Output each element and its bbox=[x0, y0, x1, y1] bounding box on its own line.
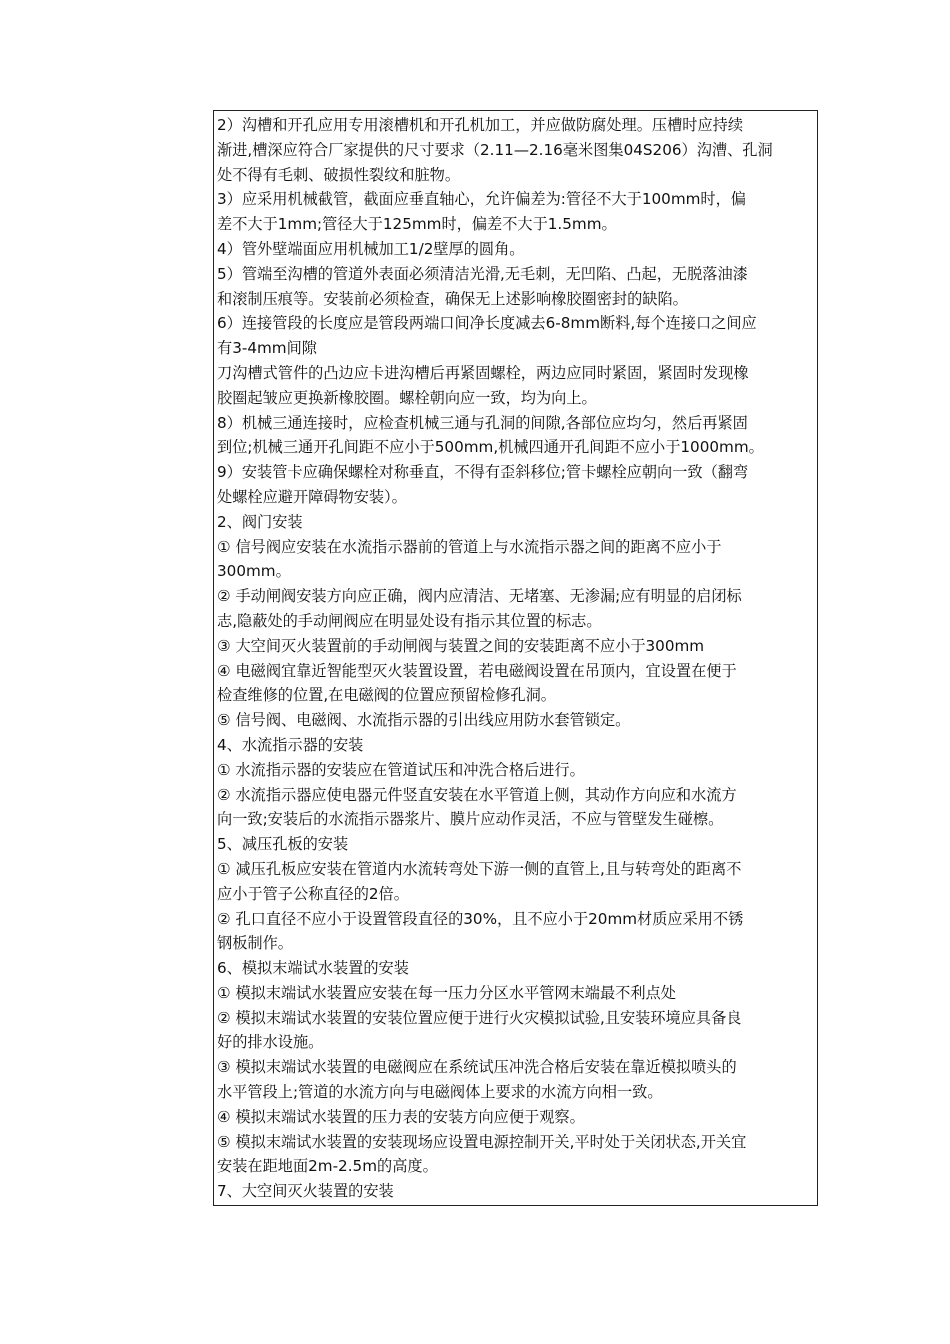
text-line: ④ 电磁阀宜靠近智能型灭火装置设置，若电磁阀设置在吊顶内，宜设置在便于 bbox=[217, 661, 737, 680]
text-line: 4、水流指示器的安装 bbox=[217, 735, 364, 754]
text-line: 2）沟槽和开孔应用专用滚槽机和开孔机加工，并应做防腐处理。压槽时应持续 bbox=[217, 116, 744, 134]
text-line: 钢板制作。 bbox=[217, 934, 293, 953]
text-line: ② 手动闸阀安装方向应正确，阀内应清洁、无堵塞、无渗漏;应有明显的启闭标 bbox=[217, 587, 742, 606]
text-line: ① 信号阀应安装在水流指示器前的管道上与水流指示器之间的距离不应小于 bbox=[217, 537, 722, 556]
text-line: ② 模拟末端试水装置的安装位置应便于进行火灾模拟试验,且安装环境应具备良 bbox=[217, 1008, 742, 1027]
text-line: ③ 模拟末端试水装置的电磁阀应在系统试压冲洗合格后安装在靠近模拟喷头的 bbox=[217, 1058, 737, 1077]
text-line: 8）机械三通连接时，应检查机械三通与孔洞的间隙,各部位应均匀，然后再紧固 bbox=[217, 413, 748, 432]
text-line: ⑤ 信号阀、电磁阀、水流指示器的引出线应用防水套管锁定。 bbox=[217, 711, 631, 730]
text-line: 5）管端至沟槽的管道外表面必须清洁光滑,无毛刺，无凹陷、凸起，无脱落油漆 bbox=[217, 264, 748, 283]
text-line: ① 水流指示器的安装应在管道试压和冲洗合格后进行。 bbox=[217, 760, 585, 779]
text-line: 5、减压孔板的安装 bbox=[217, 835, 349, 854]
text-line: 志,隐蔽处的手动闸阀应在明显处设有指示其位置的标志。 bbox=[217, 611, 602, 630]
text-line: ① 减压孔板应安装在管道内水流转弯处下游一侧的直管上,且与转弯处的距离不 bbox=[217, 859, 742, 878]
text-line: 6、模拟末端试水装置的安装 bbox=[217, 959, 409, 978]
text-line: 处不得有毛刺、破损性裂纹和脏物。 bbox=[217, 165, 460, 184]
text-line: 安装在距地面2m-2.5m的高度。 bbox=[217, 1157, 438, 1176]
text-line: 有3-4mm间隙 bbox=[217, 339, 317, 358]
text-line: 胶圈起皱应更换新橡胶圈。螺栓朝向应一致，均为向上。 bbox=[217, 388, 597, 407]
text-line: ③ 大空间灭火装置前的手动闸阀与装置之间的安装距离不应小于300mm bbox=[217, 636, 705, 655]
text-line: 2、阀门安装 bbox=[217, 512, 303, 531]
text-line: 刀沟槽式管件的凸边应卡进沟槽后再紧固螺栓，两边应同时紧固，紧固时发现橡 bbox=[217, 363, 749, 382]
text-line: 渐进,槽深应符合厂家提供的尺寸要求（2.11—2.16毫米图集04S206）沟漕、孔洞 bbox=[217, 140, 773, 159]
text-line: ① 模拟末端试水装置应安装在每一压力分区水平管网末端最不利点处 bbox=[217, 983, 676, 1002]
text-line: 处螺栓应避开障碍物安装）。 bbox=[217, 487, 407, 506]
text-line: 向一致;安装后的水流指示器浆片、膜片应动作灵活，不应与管壁发生碰檫。 bbox=[217, 810, 724, 829]
text-line: ⑤ 模拟末端试水装置的安装现场应设置电源控制开关,平时处于关闭状态,开关宜 bbox=[217, 1132, 747, 1151]
text-line: ④ 模拟末端试水装置的压力表的安装方向应便于观察。 bbox=[217, 1107, 585, 1126]
text-line: 水平管段上;管道的水流方向与电磁阀体上要求的水流方向相一致。 bbox=[217, 1083, 663, 1102]
text-line: ② 孔口直径不应小于设置管段直径的30%，且不应小于20mm材质应采用不锈 bbox=[217, 909, 744, 928]
text-line: 3）应采用机械截管，截面应垂直轴心，允许偏差为:管径不大于100mm时，偏 bbox=[217, 190, 746, 209]
text-line: 和滚制压痕等。安装前必须检查，确保无上述影响橡胶圈密封的缺陷。 bbox=[217, 289, 688, 308]
text-line: 6）连接管段的长度应是管段两端口间净长度减去6-8mm断料,每个连接口之间应 bbox=[217, 314, 757, 333]
text-line: 9）安装管卡应确保螺栓对称垂直，不得有歪斜移位;管卡螺栓应朝向一致（翻弯 bbox=[217, 463, 749, 482]
text-line: 差不大于1mm;管径大于125mm时，偏差不大于1.5mm。 bbox=[217, 215, 617, 234]
text-line: 好的排水设施。 bbox=[217, 1033, 324, 1052]
text-line: 7、大空间灭火装置的安装 bbox=[217, 1182, 394, 1201]
text-line: 检查维修的位置,在电磁阀的位置应预留检修孔洞。 bbox=[217, 686, 556, 705]
content-table-cell bbox=[213, 110, 818, 1206]
text-line: 应小于管子公称直径的2倍。 bbox=[217, 884, 409, 903]
text-line: 4）管外壁端面应用机械加工1/2壁厚的圆角。 bbox=[217, 239, 525, 258]
document-text bbox=[214, 111, 817, 1204]
text-line: ② 水流指示器应使电器元件竖直安装在水平管道上侧，其动作方向应和水流方 bbox=[217, 785, 737, 804]
text-line: 300mm。 bbox=[217, 562, 291, 581]
text-line: 到位;机械三通开孔间距不应小于500mm,机械四通开孔间距不应小于1000mm。 bbox=[217, 438, 764, 457]
